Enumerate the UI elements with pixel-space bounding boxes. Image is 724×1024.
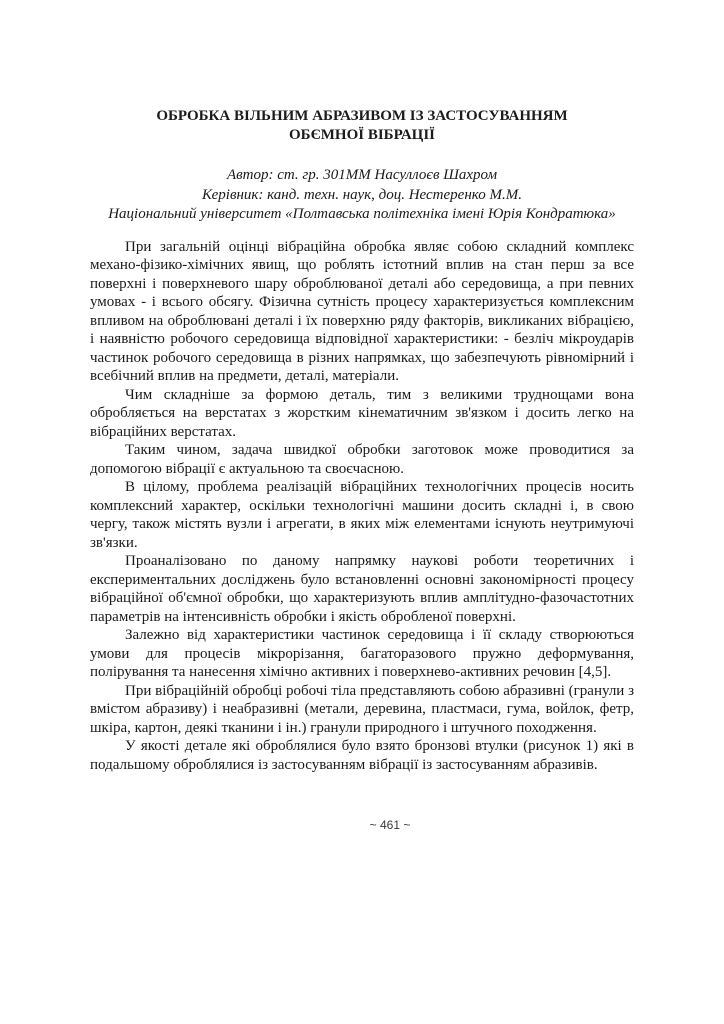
byline	[90, 166, 634, 225]
article-title	[90, 107, 634, 145]
paragraph-4: В цілому, проблема реалізацій вібраційних технологічних процесів носить комплексний характер, оскільки технологічні машини досить складні і, в свою чергу, також містять вузли і агрегати, в яких між елементами існують неутримуючі зв'язки.	[90, 479, 634, 551]
title-line-2: ОБЄМНОЇ ВІБРАЦІЇ	[288, 127, 435, 143]
paragraph-7: При вібраційній обробці робочі тіла представляють собою абразивні (гранули з вмістом абразиву) і неабразивні (метали, деревина, пластмаси, гума, войлок, фетр, шкіра, картон, деякі тканини і ін.) гранули природного і штучного походження.	[90, 682, 635, 736]
paragraph-2: Чим складніше за формою деталь, тим з великими труднощами вона обробляється на верстатах з жорстким кінематичним зв'язком і досить легко на вібраційних верстатах.	[90, 386, 634, 440]
paragraph-8: У якості детале які оброблялися було взято бронзові втулки (рисунок 1) які в подальшому оброблялися із застосуванням вібрації із застосуванням абразивів.	[90, 738, 634, 773]
page-content	[90, 107, 634, 774]
title-line-1: ОБРОБКА ВІЛЬНИМ АБРАЗИВОМ ІЗ ЗАСТОСУВАННЯМ	[156, 108, 568, 124]
paragraph-6: Залежно від характеристики частинок середовища і її складу створюються умови для процесів мікрорізання, багаторазового пружно деформування, полірування та нанесення хімічно активних і поверхнево-активних речовин [4,5].	[90, 627, 634, 680]
page-number: ~ 461 ~	[369, 818, 411, 832]
paragraph-1: При загальній оцінці вібраційна обробка являє собою складний комплекс механо-фізико-хімічних явищ, що роблять істотний вплив на стан перш за все поверхні і поверхневого шару оброблюваної деталі або середовища, а при певних умовах - і всього обсягу. Фізична сутність процесу характеризується комплексним впливом на оброблювані деталі і їх поверхню ряду факторів, викликаних вібрацією, і наявністю робочого середовища відповідної характеристики: - безліч мікроударів частинок робочого середовища в різних напрямках, що забезпечують рівномірний і всебічний вплив на предмети, деталі, матеріали.	[90, 238, 634, 384]
byline-university: Національний університет «Полтавська політехніка імені Юрія Кондратюка»	[108, 206, 616, 222]
article-body	[90, 238, 634, 775]
byline-advisor: Керівник: канд. техн. наук, доц. Нестеренко М.М.	[202, 186, 522, 203]
paragraph-3: Таким чином, задача швидкої обробки заготовок може проводитися за допомогою вібрації є актуальною та своєчасною.	[90, 442, 634, 477]
paragraph-5: Проаналізовано по даному напрямку наукові роботи теоретичних і експериментальних досліджень було встановленні основні закономірності процесу вібраційної об'ємної обробки, що характеризують вплив амплітудно-фазочастотних параметрів на інтенсивність обробки і якість обробленої поверхні.	[90, 553, 634, 625]
byline-author: Автор: ст. гр. 301ММ Насуллоєв Шахром	[226, 167, 498, 183]
